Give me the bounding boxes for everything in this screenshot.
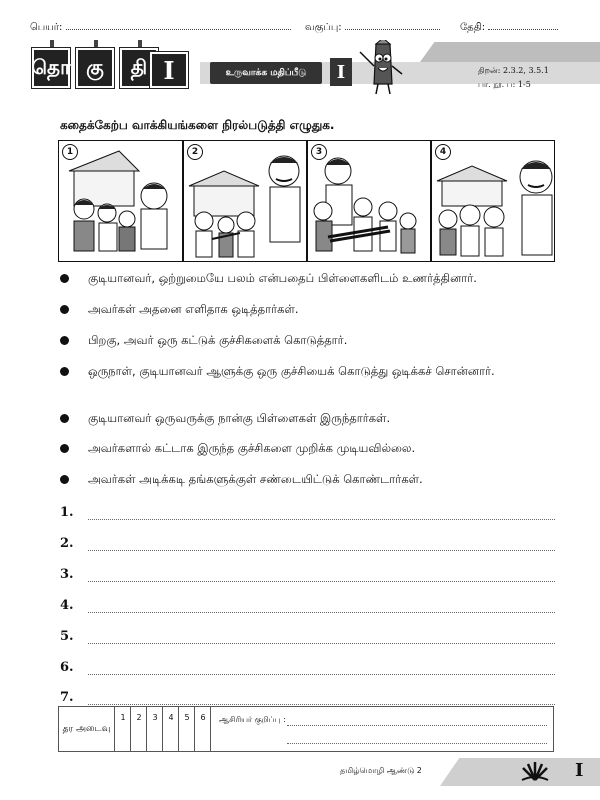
header-band-dark xyxy=(420,42,600,62)
sentence-text: அவர்களால் கட்டாக இருந்த குச்சிகளை முறிக்க முடியவில்லை. xyxy=(88,441,416,455)
class-blank[interactable] xyxy=(345,20,440,30)
grade-table xyxy=(58,706,554,752)
grade-level: 3 xyxy=(152,713,158,722)
answer-number: 7. xyxy=(60,690,74,705)
book-logo-icon xyxy=(520,760,550,782)
list-item xyxy=(60,301,550,318)
teacher-remark-label: ஆசிரியர் குறிப்பு : xyxy=(219,715,286,724)
answer-blank[interactable] xyxy=(88,519,555,520)
comic-panel-4 xyxy=(431,140,555,262)
pencil-mascot-icon xyxy=(358,40,408,96)
grade-level-cell[interactable] xyxy=(179,707,195,751)
unit-number: I xyxy=(150,52,188,88)
class-field[interactable] xyxy=(305,20,440,34)
bullet-icon xyxy=(60,414,69,423)
family-united-illustration xyxy=(432,141,555,262)
sentence-text: அவர்கள் அடிக்கடி தங்களுக்குள் சண்டையிட்டுக் கொண்டார்கள். xyxy=(88,472,423,486)
textbook-pages: பா. நூ. ப: 1-5 xyxy=(478,80,531,89)
answer-number: 5. xyxy=(60,629,74,644)
bullet-icon xyxy=(60,444,69,453)
grade-levels xyxy=(115,707,211,751)
comic-panel-2 xyxy=(183,140,307,262)
comic-panel-3 xyxy=(307,140,431,262)
children-breaking-sticks-illustration xyxy=(308,141,431,262)
comic-strip xyxy=(58,140,555,262)
skill-code: திறன்: 2.3.2, 3.5.1 xyxy=(478,66,549,75)
date-field[interactable] xyxy=(460,20,558,34)
name-blank[interactable] xyxy=(66,20,291,30)
grade-level-cell[interactable] xyxy=(131,707,147,751)
bullet-icon xyxy=(60,367,69,376)
page-number: I xyxy=(575,760,584,781)
grade-level: 5 xyxy=(184,713,190,722)
list-item xyxy=(60,270,550,287)
title-card: தொ xyxy=(32,48,70,88)
answer-line[interactable] xyxy=(60,505,555,525)
title-card: கு xyxy=(76,48,114,88)
answer-line[interactable] xyxy=(60,536,555,556)
sentence-text: பிறகு, அவர் ஒரு கட்டுக் குச்சிகளைக் கொடுத்தார். xyxy=(88,333,348,347)
panel-number: 3 xyxy=(311,144,327,160)
name-label: பெயர்: xyxy=(30,22,63,33)
date-blank[interactable] xyxy=(488,20,558,30)
grade-level: 6 xyxy=(200,713,206,722)
grade-level-cell[interactable] xyxy=(195,707,211,751)
grade-level-cell[interactable] xyxy=(163,707,179,751)
grade-level-cell[interactable] xyxy=(115,707,131,751)
answer-line[interactable] xyxy=(60,660,555,680)
answer-line[interactable] xyxy=(60,567,555,587)
grade-level: 1 xyxy=(120,713,126,722)
list-item xyxy=(60,440,550,457)
date-label: தேதி: xyxy=(460,22,486,33)
grade-level-cell[interactable] xyxy=(147,707,163,751)
name-field[interactable] xyxy=(30,20,291,34)
grade-label: தர அடைவு xyxy=(59,707,115,751)
panel-number: 2 xyxy=(187,144,203,160)
grade-level: 4 xyxy=(168,713,174,722)
answer-blank[interactable] xyxy=(88,643,555,644)
class-label: வகுப்பு: xyxy=(305,22,342,33)
answer-line[interactable] xyxy=(60,598,555,618)
bullet-icon xyxy=(60,336,69,345)
answer-blank[interactable] xyxy=(88,581,555,582)
answer-blank[interactable] xyxy=(88,704,555,705)
list-item xyxy=(60,332,550,349)
answer-blank[interactable] xyxy=(88,550,555,551)
answer-number: 1. xyxy=(60,505,74,520)
panel-number: 1 xyxy=(62,144,78,160)
footer-subject: தமிழ்மொழி ஆண்டு 2 xyxy=(340,766,422,775)
grade-level: 2 xyxy=(136,713,142,722)
answer-line[interactable] xyxy=(60,629,555,649)
comic-panel-1 xyxy=(58,140,183,262)
answer-blank[interactable] xyxy=(88,612,555,613)
answer-number: 6. xyxy=(60,660,74,675)
sentence-text: குடியானவர் ஒருவருக்கு நான்கு பிள்ளைகள் இருந்தார்கள். xyxy=(88,411,391,425)
bullet-icon xyxy=(60,305,69,314)
list-item xyxy=(60,471,550,488)
answer-number: 4. xyxy=(60,598,74,613)
sentence-text: குடியானவர், ஒற்றுமையே பலம் என்பதைப் பிள்ளைகளிடம் உணர்த்தினார். xyxy=(88,271,477,285)
teacher-remark-blank[interactable] xyxy=(287,725,547,726)
answer-number: 2. xyxy=(60,536,74,551)
answer-number: 3. xyxy=(60,567,74,582)
sentence-text: ஒருநாள், குடியானவர் ஆளுக்கு ஒரு குச்சியைக் கொடுத்து ஒடிக்கச் சொன்னார். xyxy=(88,364,495,378)
instruction: கதைக்கேற்ப வாக்கியங்களை நிரல்படுத்தி எழுதுக. xyxy=(60,118,335,132)
family-arguing-illustration xyxy=(59,141,183,262)
student-info-line xyxy=(30,20,575,38)
teacher-remark-blank[interactable] xyxy=(287,743,547,744)
father-with-sticks-illustration xyxy=(184,141,307,262)
assessment-title: உருவாக்க மதிப்பீடு xyxy=(210,62,322,84)
panel-number: 4 xyxy=(435,144,451,160)
bullet-icon xyxy=(60,475,69,484)
list-item xyxy=(60,363,550,380)
title-card: தி xyxy=(120,48,158,88)
answer-blank[interactable] xyxy=(88,674,555,675)
assessment-number: I xyxy=(330,58,352,86)
list-item xyxy=(60,410,550,427)
sentence-text: அவர்கள் அதனை எளிதாக ஒடித்தார்கள். xyxy=(88,302,299,316)
bullet-icon xyxy=(60,274,69,283)
